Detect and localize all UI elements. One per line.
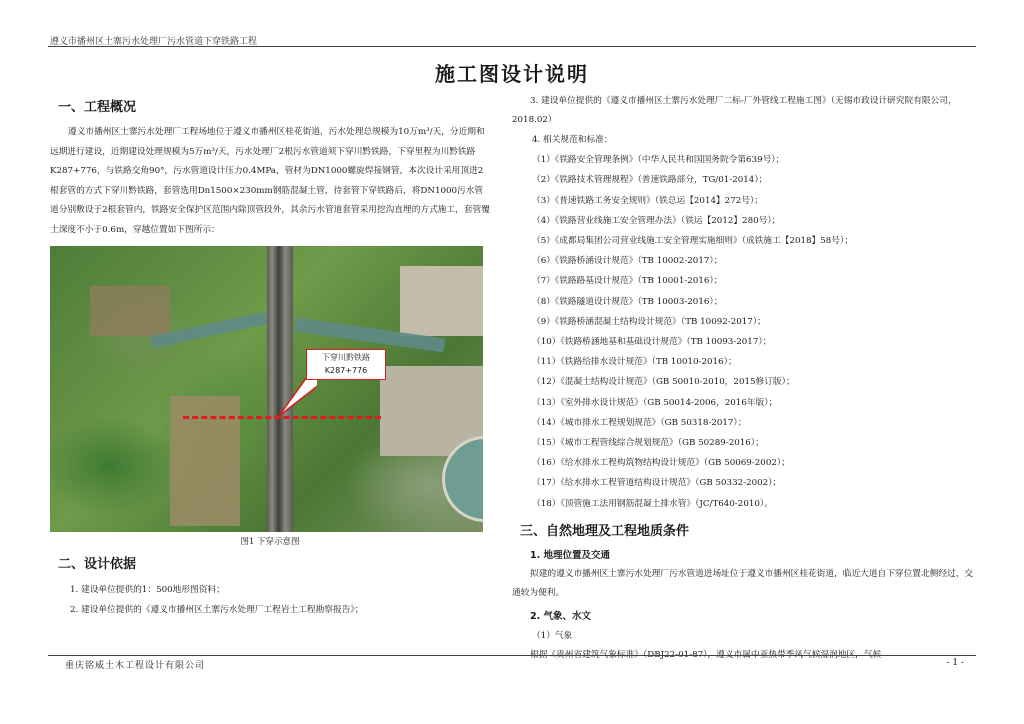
basis-item: 2. 建设单位提供的《遵义市播州区土寨污水处理厂工程岩土工程勘察报告》； (70, 605, 364, 616)
standard-item: （10）《铁路桥涵地基和基础设计规范》（TB 10093-2017）； (532, 337, 772, 348)
standard-item: （16）《给水排水工程构筑物结构设计规范》（GB 50069-2002）； (532, 458, 790, 469)
standard-item: （4）《铁路营业线施工安全管理办法》（铁运【2012】280号）； (532, 215, 781, 226)
standard-item: （2）《铁路技术管理规程》（普速铁路部分，TG/01-2014）； (532, 175, 768, 186)
section3-heading: 三、自然地理及工程地质条件 (520, 523, 690, 539)
standard-item: （1）《铁路安全管理条例》（中华人民共和国国务院令第639号）； (532, 155, 785, 166)
basis-item: 1. 建设单位提供的1：500地形图资料； (70, 585, 225, 595)
running-header: 遵义市播州区土寨污水处理厂污水管道下穿铁路工程 (50, 37, 258, 47)
standard-item: （15）《城市工程管线综合规划规范》（GB 50289-2016）； (532, 438, 764, 449)
page-number: - 1 - (946, 658, 964, 668)
page-title: 施工图设计说明 (435, 62, 589, 86)
left-column (50, 92, 490, 620)
section2-heading: 二、设计依据 (58, 557, 137, 572)
right-column (512, 92, 976, 666)
subsection1-heading: 1. 地理位置及交通 (530, 549, 611, 561)
footer-company: 重庆铭威土木工程设计有限公司 (65, 661, 206, 671)
section1-paragraph: 遵义市播州区土寨污水处理厂工程场地位于遵义市播州区桂花街道，污水处理总规模为10万m³/天，分近期和远期进行建设，近期建设处理规模为5万m³/天，污水处理厂2根污水管道须下穿川黔铁路，下穿里程为川黔铁路K287+776，与铁路交角90°，污水管道设计压力0.4MPa，管材为DN1000螺旋焊接钢管，本次设计采用顶进2根套管的方式下穿川黔铁路，套管选用Dn1500×230mm钢筋混凝土管，待套管下穿铁路后，将DN1000污水管道分别敷设于2根套管内，铁路安全保护区范围内除顶管段外，其余污水管道套管采用挖沟直埋的方式施工，套管覆土深度不小于0.6m，穿越位置如下图所示： (50, 127, 490, 235)
subsection2-item: （1）气象 (532, 630, 573, 641)
standard-item: （11）《铁路给排水设计规范》（TB 10010-2016）； (532, 357, 737, 368)
subsection2-text: 根据《贵州省建筑气象标准》（DBJ22-01-87），遵义市属中亚热带季风气候湿润地区，气候 (530, 650, 882, 661)
footer-rule (48, 655, 976, 656)
standard-item: （9）《铁路桥涵混凝土结构设计规范》（TB 10092-2017）； (532, 316, 766, 327)
standard-item: （12）《混凝土结构设计规范》（GB 50010-2010，2015修订版）； (532, 377, 795, 388)
standard-item: （8）《铁路隧道设计规范》（TB 10003-2016）； (532, 296, 723, 307)
standard-item: （3）《普速铁路工务安全规则》（铁总运【2014】272号）； (532, 195, 763, 206)
standard-item: （18）《顶管施工法用钢筋混凝土排水管》（JC/T640-2010）。 (532, 498, 773, 509)
subsection2-heading: 2. 气象、水文 (530, 610, 592, 622)
standard-item: （14）《城市排水工程规划规范》（GB 50318-2017）； (532, 417, 747, 428)
standard-item: （6）《铁路桥涵设计规范》（TB 10002-2017）； (532, 256, 723, 267)
farmland-patch (90, 286, 170, 336)
standard-item: （17）《给水排水工程管道结构设计规范》（GB 50332-2002）； (532, 478, 782, 489)
standard-item: （7）《铁路路基设计规范》（TB 10001-2016）； (532, 276, 723, 287)
basis-item-4: 4. 相关规范和标准： (532, 135, 613, 145)
subsection1-text: 拟建的遵义市播州区土寨污水处理厂污水管道进场址位于遵义市播州区桂花街道，临近大道自下穿位置北侧经过，交通较为便利。 (512, 568, 974, 599)
callout-pointer (277, 376, 317, 418)
standard-item: （13）《室外排水设计规范》（GB 50014-2006，2016年版）； (532, 397, 778, 408)
aerial-figure (50, 246, 483, 532)
callout-line2: K287+776 (324, 366, 368, 375)
crossing-callout (306, 349, 386, 380)
callout-line1: 下穿川黔铁路 (322, 353, 370, 362)
construction-area (400, 266, 483, 336)
header-rule (48, 46, 976, 47)
figure-caption: 图1 下穿示意图 (240, 537, 300, 547)
section1-heading: 一、工程概况 (58, 100, 137, 115)
standard-item: （5）《成都局集团公司营业线施工安全管理实施细则》（成铁施工【2018】58号）； (532, 236, 854, 247)
basis-item-3: 3. 建设单位提供的《遵义市播州区土寨污水处理厂二标-厂外管线工程施工图》（无锡市政设计研究院有限公司，2018.02） (512, 96, 957, 125)
